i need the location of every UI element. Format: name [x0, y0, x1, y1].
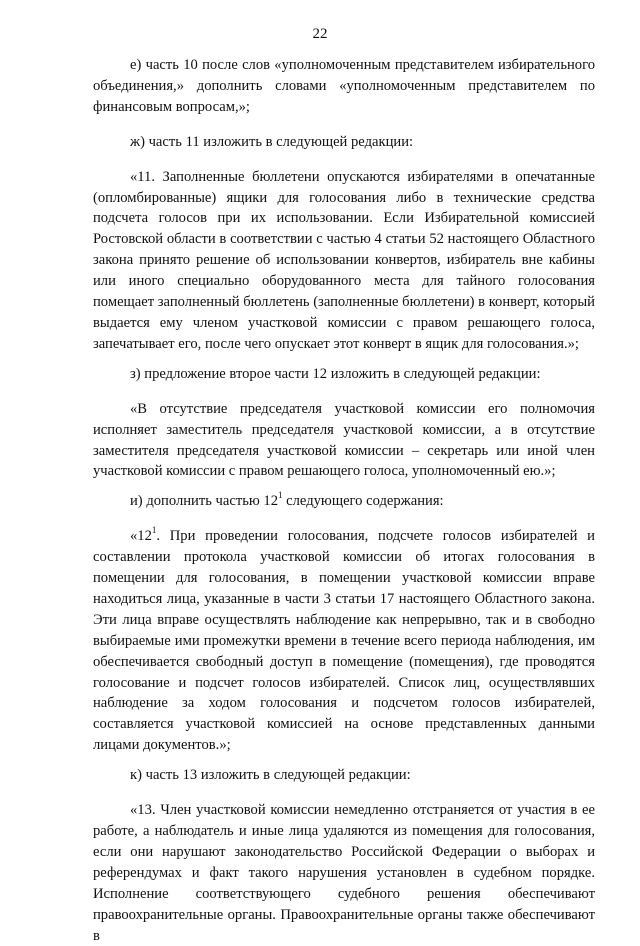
quote-12-1-open: «12: [130, 528, 152, 545]
quote-part-13: «13. Член участковой комиссии немедленно отстраняется от участия в ее работе, а наблюдатель и иные лица удаляются из помещения для голосования, если они нарушают законодательство Российской Федерации о выборах и референдумах и факт такого нарушения установлен в судебном порядке. Исполнение соответствующего судебного решения обеспечивают правоохранительные органы. Правоохранительные органы также обеспечивают в: [93, 802, 595, 944]
paragraph-i-text-end: следующего содержания:: [282, 493, 444, 510]
quote-12-1-text: . При проведении голосования, подсчете голосов избирателей и составлении протокола участковой комиссии об итогах голосования в помещении для голосования, в помещении участковой комиссии вправе находиться лица, указанные в части 3 статьи 17 настоящего Областного закона. Эти лица вправе осуществлять наблюдение как непрерывно, так и в свободно выбираемые ими промежутки времени в течение всего периода наблюдения, им обеспечивается свободный доступ в помещение (помещения), где проводятся голосование и подсчет голосов избирателей. Список лиц, осуществлявших наблюдение за ходом голосования и подсчетом голосов избирателей, составляется участковой комиссией на основе представленных данными лицами документов.»;: [93, 528, 595, 754]
paragraph-k: к) часть 13 изложить в следующей редакции:: [130, 767, 411, 784]
document-body: [93, 55, 595, 946]
superscript: 1: [278, 490, 283, 501]
paragraph-i-text: и) дополнить частью 12: [130, 493, 279, 510]
paragraph-zh: ж) часть 11 изложить в следующей редакции:: [130, 133, 414, 150]
quote-part-11: «11. Заполненные бюллетени опускаются избирателями в опечатанные (опломбированные) ящики для голосования либо в технические средства подсчета голосов при их использовании. Если Избирательной комиссией Ростовской области в соответствии с частью 4 статьи 52 настоящего Областного закона принято решение об использовании конвертов, избиратель вне кабины или иного специально оборудованного места для тайного голосования помещает заполненный бюллетень (заполненные бюллетени) в конверт, который выдается ему членом участковой комиссии с правом решающего голоса, запечатывает его, после чего опускает этот конверт в ящик для голосования.»;: [93, 168, 595, 352]
quote-part-12-1: [93, 526, 595, 756]
quote-part-12: «В отсутствие председателя участковой комиссии его полномочия исполняет заместитель председателя участковой комиссии, а в отсутствие заместителя председателя участковой комиссии – секретарь или иной член участковой комиссии с правом решающего голоса, уполномоченный ею.»;: [93, 400, 595, 480]
page-number: 22: [312, 26, 328, 42]
paragraph-z: з) предложение второе части 12 изложить в следующей редакции:: [130, 365, 541, 382]
paragraph-e: е) часть 10 после слов «уполномоченным представителем избирательного объединения,» дополнить словами «уполномоченным представителем по финансовым вопросам,»;: [93, 57, 595, 115]
superscript: 1: [151, 525, 157, 536]
paragraph-i: [93, 491, 595, 512]
